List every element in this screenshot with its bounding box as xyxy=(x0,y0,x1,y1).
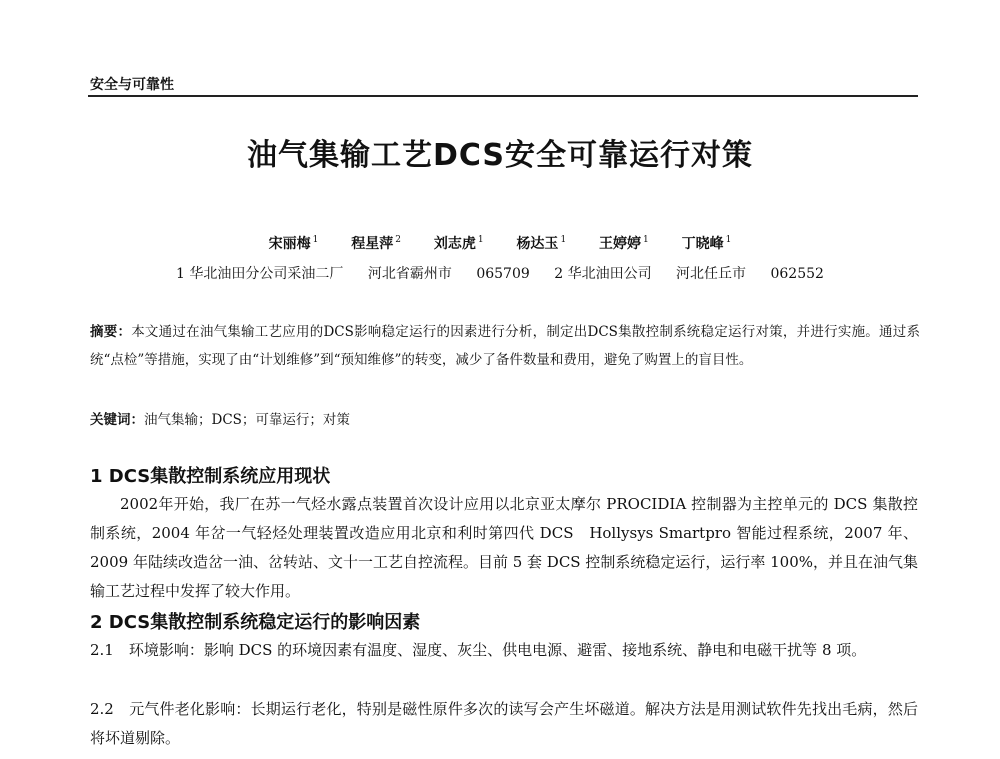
author-name: 刘志虎 xyxy=(433,236,476,252)
abstract-label: 摘要： xyxy=(90,324,132,340)
author-name: 王婷婷 xyxy=(599,236,642,252)
affiliation-1-postcode: 065709 xyxy=(476,266,530,282)
affiliation-1-org: 1 华北油田分公司采油二厂 xyxy=(176,266,344,282)
author-affil-mark: 1 xyxy=(560,235,567,246)
author-1 xyxy=(269,236,319,252)
header-rule xyxy=(88,95,918,97)
section-2-2-paragraph: 2.2 元气件老化影响：长期运行老化，特别是磁性原件多次的读写会产生坏磁道。解决方法是用测试软件先找出毛病，然后将坏道剔除。 xyxy=(90,700,918,747)
author-affil-mark: 1 xyxy=(477,235,484,246)
section-2-heading: 2 DCS集散控制系统稳定运行的影响因素 xyxy=(90,612,421,633)
author-name: 杨达玉 xyxy=(516,236,559,252)
author-3 xyxy=(434,236,484,252)
keywords-label: 关键词： xyxy=(90,412,144,428)
author-2 xyxy=(351,236,401,252)
affiliation-2-org: 2 华北油田公司 xyxy=(554,266,652,282)
affiliations xyxy=(0,263,1000,283)
affiliation-2-postcode: 062552 xyxy=(770,266,824,282)
author-5 xyxy=(599,236,649,252)
author-name: 宋丽梅 xyxy=(268,236,311,252)
author-6 xyxy=(682,236,732,252)
section-1-heading: 1 DCS集散控制系统应用现状 xyxy=(90,466,331,487)
author-name: 程星萍 xyxy=(351,236,394,252)
author-affil-mark: 1 xyxy=(725,235,732,246)
abstract xyxy=(90,318,920,374)
section-1-paragraph: 2002年开始，我厂在苏一气烃水露点装置首次设计应用以北京亚太摩尔 PROCIDIA 控制器为主控单元的 DCS 集散控制系统，2004 年岔一气轻烃处理装置改造应用北京和利时第四代 DCS Hollysys Smartpro 智能过程系统，2007 年、2009 年陆续改造岔一油、岔转站、文十一工艺自控流程。目前 5 套 DCS 控制系统稳定运行，运行率 100%，并且在油气集输工艺过程中发挥了较大作用。 xyxy=(90,495,918,600)
section-2-1-paragraph: 2.1 环境影响：影响 DCS 的环境因素有温度、湿度、灰尘、供电电源、避雷、接地系统、静电和电磁干扰等 8 项。 xyxy=(90,641,867,659)
keywords xyxy=(90,406,920,434)
author-affil-mark: 1 xyxy=(643,235,649,246)
keywords-text: 油气集输；DCS；可靠运行；对策 xyxy=(144,412,350,428)
author-4 xyxy=(516,236,566,252)
author-affil-mark: 1 xyxy=(312,235,319,246)
author-name: 丁晓峰 xyxy=(681,236,724,252)
section-tag: 安全与可靠性 xyxy=(90,77,174,93)
author-list xyxy=(0,233,1000,253)
abstract-text: 本文通过在油气集输工艺应用的DCS影响稳定运行的因素进行分析，制定出DCS集散控制系统稳定运行对策，并进行实施。通过系统“点检”等措施，实现了由“计划维修”到“预知维修”的转变，减少了备件数量和费用，避免了购置上的盲目性。 xyxy=(90,324,920,368)
affiliation-1-city: 河北省霸州市 xyxy=(367,266,452,282)
affiliation-2-city: 河北任丘市 xyxy=(676,266,747,282)
author-affil-mark: 2 xyxy=(395,235,401,246)
paper-title: 油气集输工艺DCS安全可靠运行对策 xyxy=(246,138,754,173)
